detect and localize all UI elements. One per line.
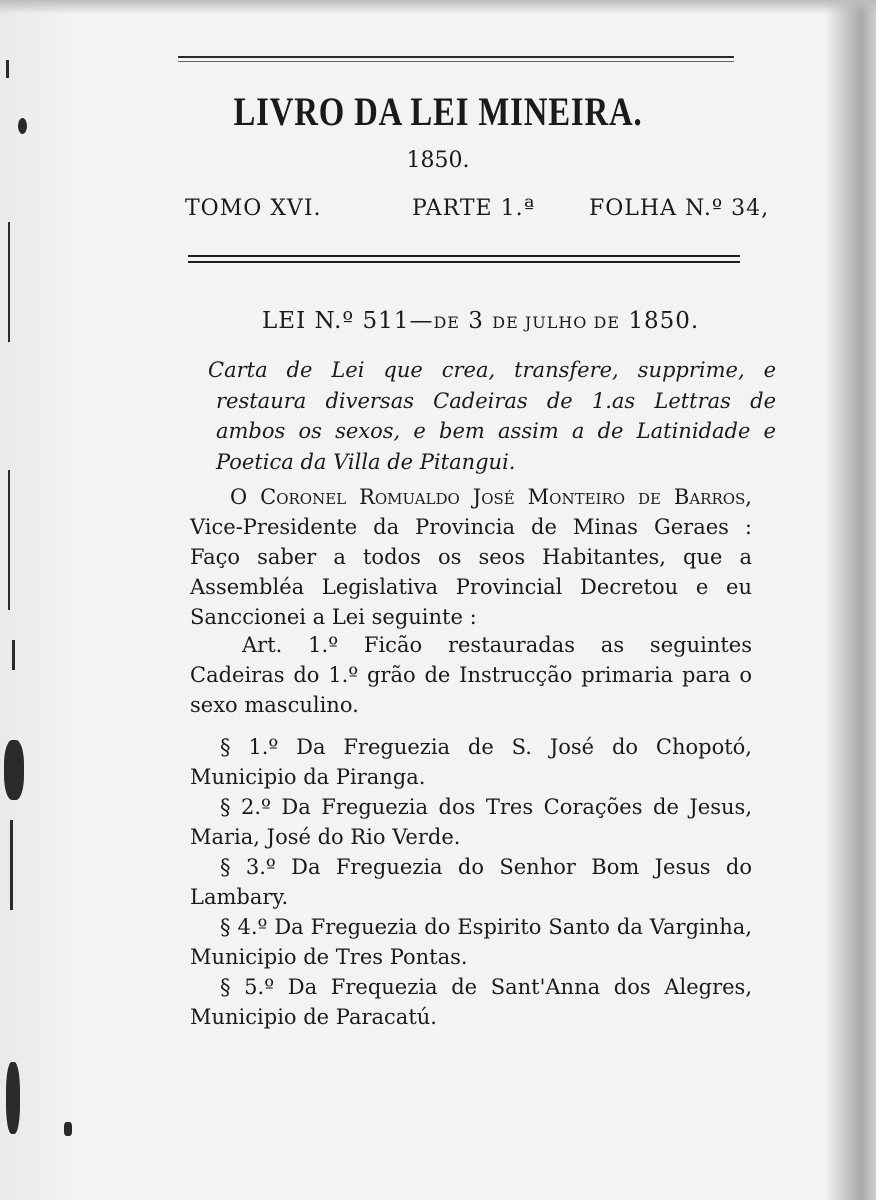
law-heading — [262, 308, 699, 334]
margin-mark — [18, 118, 27, 134]
law-number: LEI N.º 511 — [262, 308, 410, 334]
intro-name: O Coronel Romualdo José Monteiro de Barros, — [230, 485, 752, 509]
margin-mark — [6, 60, 9, 78]
article-1: Art. 1.º Ficão restauradas as seguintes Cadeiras do 1.º grão de Instrucção primaria para o sexo masculino. — [190, 633, 752, 717]
list-item: § 4.º Da Freguezia do Espirito Santo da Varginha, Municipio de Tres Pontas. — [190, 915, 752, 969]
page-left-margin — [0, 0, 70, 1200]
law-de: DE — [433, 313, 460, 332]
margin-mark — [4, 740, 24, 800]
page-right-edge — [826, 0, 876, 1200]
margin-mark — [12, 640, 15, 670]
header-year: 1850. — [406, 148, 470, 173]
page-title: LIVRO DA LEI MINEIRA. — [233, 89, 643, 134]
margin-mark — [6, 1062, 20, 1134]
article-items — [190, 732, 752, 1032]
margin-mark — [64, 1122, 72, 1136]
header-parte: PARTE 1.ª — [412, 196, 536, 221]
header-double-rule — [188, 255, 740, 263]
intro-paragraph — [190, 482, 752, 632]
margin-mark — [10, 820, 13, 910]
header-tomo: TOMO XVI. — [185, 196, 322, 221]
list-item: § 3.º Da Freguezia do Senhor Bom Jesus do Lambary. — [190, 855, 752, 909]
list-item: § 2.º Da Freguezia dos Tres Corações de Jesus, Maria, José do Rio Verde. — [190, 795, 752, 849]
margin-mark — [8, 470, 10, 610]
list-item: § 5.º Da Frequezia de Sant'Anna dos Alegres, Municipio de Paracatú. — [190, 975, 752, 1029]
law-summary: Carta de Lei que crea, transfere, supprime, e restaura diversas Cadeiras de 1.as Lettras de ambos os sexos, e bem assim a de Latinidade e Poetica da Villa de Pitangui. — [208, 358, 776, 474]
margin-mark — [8, 222, 10, 342]
intro-text: Vice-Presidente da Provincia de Minas Geraes : Faço saber a todos os seos Habitantes, que a Assembléa Legislativa Provincial Decretou e eu Sanccionei a Lei seguinte : — [190, 515, 752, 629]
law-dash: — — [409, 308, 434, 334]
law-day: 3 — [468, 308, 484, 334]
page-top-shadow — [0, 0, 876, 14]
law-year: 1850. — [628, 308, 700, 334]
header-folha: FOLHA N.º 34, — [589, 196, 770, 221]
list-item: § 1.º Da Freguezia de S. José do Chopotó, Municipio da Piranga. — [190, 735, 752, 789]
header-top-rule — [178, 56, 734, 62]
law-month: DE JULHO DE — [492, 313, 621, 332]
